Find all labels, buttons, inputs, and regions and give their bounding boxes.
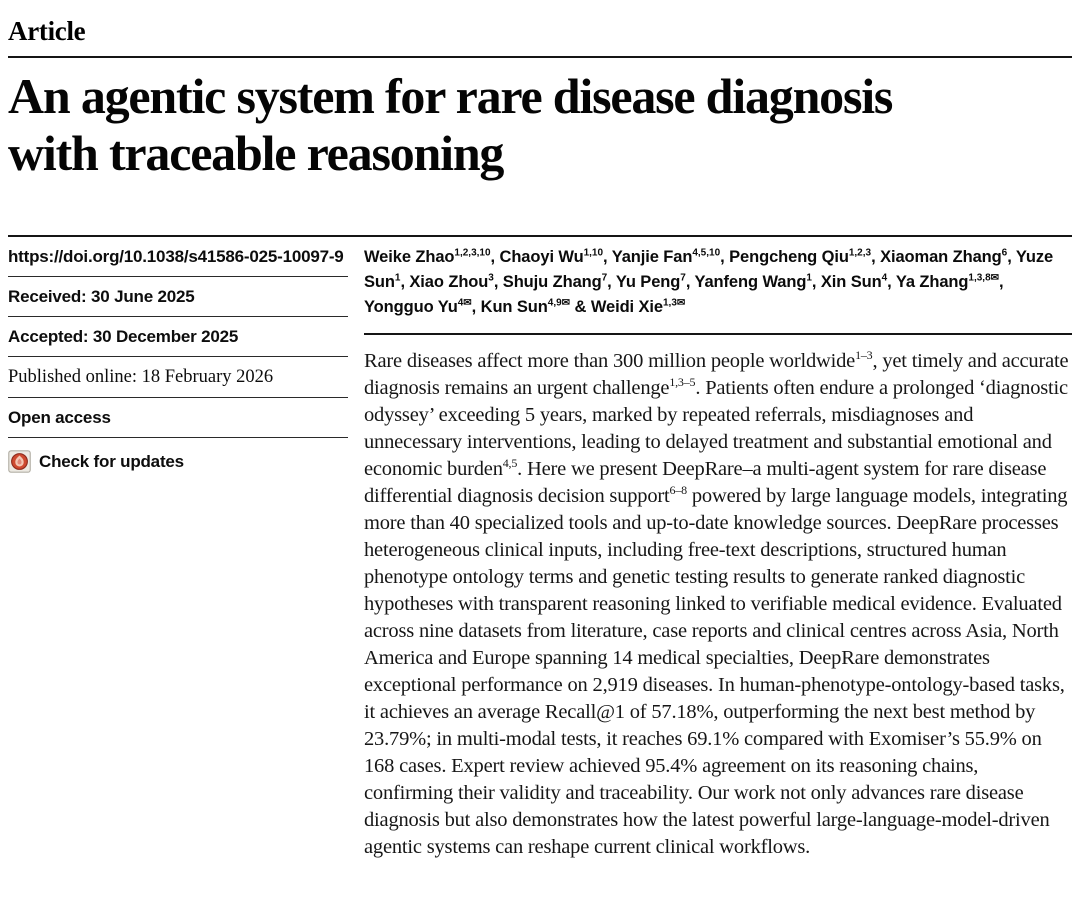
metadata-sidebar — [8, 237, 348, 861]
abstract-text: Rare diseases affect more than 300 million people worldwide$^{1-3}$, yet timely and accurate diagnosis remains an urgent challenge$^{1,3-5}$. Patients often endure a prolonged ‘diagnostic odyssey’ exceeding 5 years, marked by repeated referrals, misdiagnoses and unnecessary interventions, leading to delayed treatment and substantial emotional and economic burden$^{4,5}$. Here we present DeepRare–a multi-agent system for rare disease differential diagnosis decision support$^{6-8}$ powered by large language models, integrating more than 40 specialized tools and up-to-date knowledge sources. DeepRare processes heterogeneous clinical inputs, including free-text descriptions, structured human phenotype ontology terms and genetic testing results to generate ranked diagnostic hypotheses with transparent reasoning linked to verifiable medical evidence. Evaluated across nine datasets from literature, case reports and clinical centres across Asia, North America and Europe spanning 14 medical specialties, DeepRare demonstrates exceptional performance on 2,919 diseases. In human-phenotype-ontology-based tasks, it achieves an average Recall@1 of 57.18%, outperforming the next best method by 23.79%; in multi-modal tests, it reaches 69.1% compared with Exomiser’s 55.9% on 168 cases. Expert review achieved 95.4% agreement on its reasoning chains, confirming their validity and traceability. Our work not only advances rare disease diagnosis but also demonstrates how the latest powerful large-language-model-driven agentic systems can reshape current clinical workflows. — [364, 348, 1069, 859]
check-for-updates-link[interactable] — [8, 438, 348, 482]
check-for-updates-label: Check for updates — [39, 451, 184, 471]
article-body — [364, 237, 1072, 861]
paper-title — [8, 68, 1072, 181]
doi-link[interactable]: https://doi.org/10.1038/s41586-025-10097-9 — [8, 237, 348, 277]
received-date: Received: 30 June 2025 — [8, 277, 348, 317]
crossmark-check-icon — [8, 450, 31, 473]
article-kicker: Article — [8, 16, 86, 46]
divider-under-kicker — [8, 56, 1072, 58]
author-list: Weike Zhao$^{1,2,3,10}$, Chaoyi Wu$^{1,10}$, Yanjie Fan$^{4,5,10}$, Pengcheng Qiu$^{1,2,3}$, Xiaoman Zhang$^6$, Yuze Sun$^1$, Xiao Zhou$^3$, Shuju Zhang$^7$, Yu Peng$^7$, Yanfeng Wang$^1$, Xin Sun$^4$, Ya Zhang$^{1,3,8✉}$, Yongguo $Yu^{4✉}$, Kun Sun$^{4,9✉}$ & Weidi Xie$^{1,3✉}$ — [364, 237, 1072, 335]
paper-title-line-1: An agentic system for rare disease diagnosis — [8, 68, 893, 124]
spacer — [8, 181, 1072, 235]
accepted-date: Accepted: 30 December 2025 — [8, 317, 348, 357]
paper-title-line-2: with traceable reasoning — [8, 124, 504, 181]
content-columns — [8, 235, 1072, 861]
published-online-date: Published online: 18 February 2026 — [8, 357, 348, 398]
open-access-label: Open access — [8, 398, 348, 438]
